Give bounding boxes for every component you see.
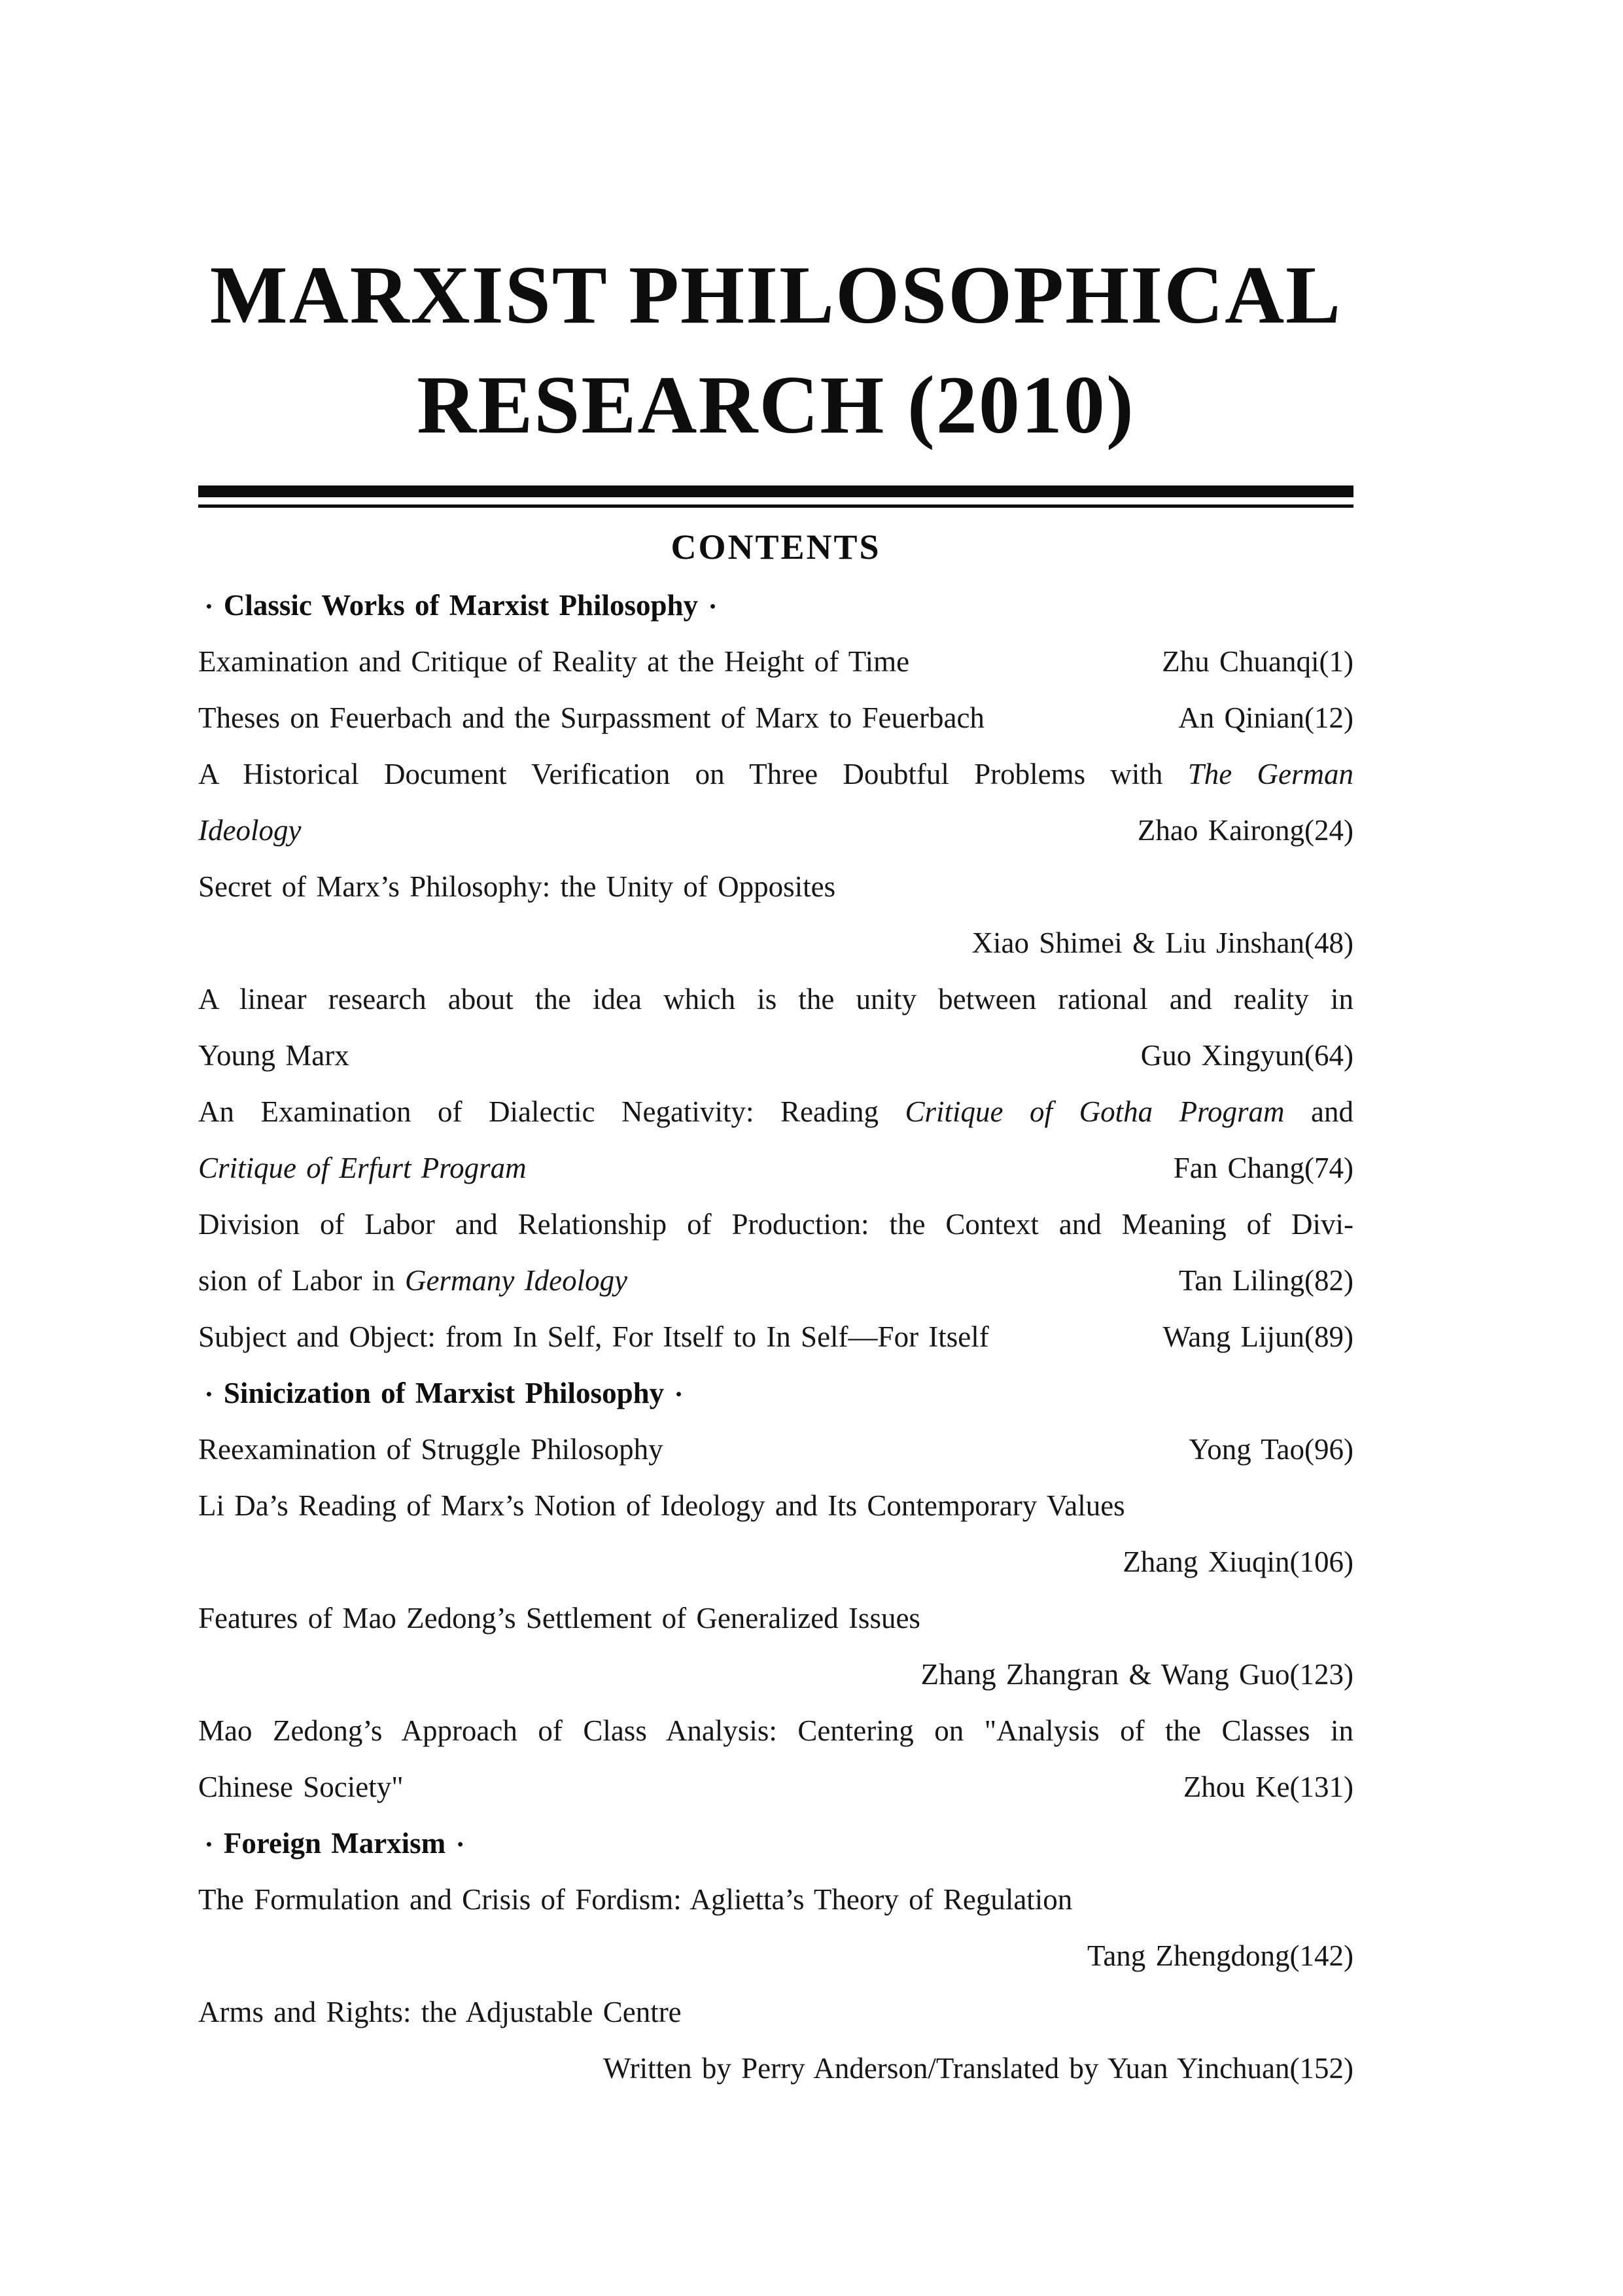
bullet-icon: • <box>206 598 212 616</box>
section-header <box>198 1815 1353 1871</box>
bullet-icon: • <box>457 1836 464 1854</box>
title-divider-thin-rule <box>198 504 1353 508</box>
toc-entry-line <box>198 1421 1353 1477</box>
entry-title-segment: Examination and Critique of Reality at the Height of Time <box>198 645 910 678</box>
toc-author-line <box>198 2040 1353 2096</box>
toc-author-line <box>198 915 1353 971</box>
bullet-icon: • <box>710 598 716 616</box>
entry-title-segment: Reexamination of Struggle Philosophy <box>198 1433 663 1466</box>
entry-title <box>198 1208 1353 1241</box>
entry-title-segment: Mao Zedong’s Approach of Class Analysis: Centering on "Analysis of the Classes in <box>198 1714 1353 1747</box>
toc-entry-line <box>198 746 1353 802</box>
toc-entry-line <box>198 1759 1353 1815</box>
toc-entry-line <box>198 1140 1353 1196</box>
author-page: Written by Perry Anderson/Translated by Yuan Yinchuan(152) <box>602 2052 1353 2085</box>
entry-title-segment: Theses on Feuerbach and the Surpassment of Marx to Feuerbach <box>198 701 985 734</box>
title-divider-thick-rule <box>198 486 1353 497</box>
toc-author-line <box>198 1928 1353 1984</box>
section-header-label: Foreign Marxism <box>223 1827 446 1860</box>
book-title-line2: RESEARCH (2010) <box>417 360 1135 451</box>
entry-title <box>198 1309 989 1365</box>
author-page: Wang Lijun(89) <box>1162 1320 1353 1353</box>
toc-entry-line <box>198 1309 1353 1365</box>
author-page: Guo Xingyun(64) <box>1140 1039 1353 1072</box>
entry-title-segment: sion of Labor in <box>198 1264 405 1297</box>
entry-title-segment: An Examination of Dialectic Negativity: Reading <box>198 1095 905 1128</box>
entry-title-segment: Subject and Object: from In Self, For Itself to In Self—For Itself <box>198 1320 989 1353</box>
entry-title <box>198 633 909 690</box>
section-header-label: Classic Works of Marxist Philosophy <box>223 589 699 622</box>
entry-title <box>198 1252 627 1309</box>
book-title-line1: MARXIST PHILOSOPHICAL <box>209 250 1342 341</box>
entry-title-segment: and <box>1284 1095 1353 1128</box>
author-page: Zhu Chuanqi(1) <box>1162 645 1353 678</box>
section-header <box>198 1365 1353 1421</box>
page-content <box>198 241 1353 2096</box>
entry-title <box>198 1759 404 1815</box>
toc-entry-line <box>198 971 1353 1027</box>
author-page: Xiao Shimei & Liu Jinshan(48) <box>971 927 1353 959</box>
author-page: Tan Liling(82) <box>1178 1264 1353 1297</box>
entry-title <box>198 1714 1353 1747</box>
toc-entry-line <box>198 1252 1353 1309</box>
author-page: Tang Zhengdong(142) <box>1087 1939 1353 1972</box>
toc-entry-line <box>198 1871 1353 1928</box>
entry-title <box>198 1140 527 1196</box>
toc-author-line <box>198 1534 1353 1590</box>
book-title <box>198 241 1353 461</box>
entry-title-italic-segment: Germany Ideology <box>404 1264 628 1297</box>
entry-title <box>198 870 835 903</box>
author-page: Zhang Xiuqin(106) <box>1123 1545 1353 1578</box>
bullet-icon: • <box>676 1386 682 1404</box>
author-page: Yong Tao(96) <box>1189 1433 1353 1466</box>
title-divider <box>198 486 1353 508</box>
section-header <box>198 577 1353 633</box>
toc-entry-line <box>198 1590 1353 1646</box>
entry-title-segment: The Formulation and Crisis of Fordism: Aglietta’s Theory of Regulation <box>198 1883 1073 1916</box>
entry-title-italic-segment: Critique of Gotha Program <box>905 1095 1285 1128</box>
entry-title <box>198 1602 920 1634</box>
toc-entry-line <box>198 1984 1353 2040</box>
entry-title-segment: Arms and Rights: the Adjustable Centre <box>198 1996 682 2028</box>
contents-heading: CONTENTS <box>671 527 881 567</box>
entry-title-segment: Division of Labor and Relationship of Production: the Context and Meaning of Divi- <box>198 1208 1353 1241</box>
entry-title-segment: A Historical Document Verification on Three Doubtful Problems with <box>198 758 1188 790</box>
entry-title-italic-segment: Ideology <box>198 814 302 847</box>
entry-title-segment: Features of Mao Zedong’s Settlement of Generalized Issues <box>198 1602 920 1634</box>
entry-title <box>198 758 1353 790</box>
author-page: Zhou Ke(131) <box>1183 1771 1353 1803</box>
entry-title <box>198 1883 1072 1916</box>
entry-title <box>198 1027 349 1084</box>
toc-entry-line <box>198 858 1353 915</box>
entry-title-italic-segment: The German <box>1187 758 1353 790</box>
bullet-icon: • <box>206 1836 212 1854</box>
entry-title-segment: Secret of Marx’s Philosophy: the Unity of Opposites <box>198 870 836 903</box>
author-page: An Qinian(12) <box>1178 701 1353 734</box>
entry-title-segment: Li Da’s Reading of Marx’s Notion of Ideology and Its Contemporary Values <box>198 1489 1125 1522</box>
entry-title-segment: A linear research about the idea which is the unity between rational and reality in <box>198 983 1353 1016</box>
entry-title <box>198 1996 682 2028</box>
toc-entry-line <box>198 1084 1353 1140</box>
entry-title <box>198 690 985 746</box>
toc-entry-line <box>198 633 1353 690</box>
toc-entry-line <box>198 1196 1353 1252</box>
toc-author-line <box>198 1646 1353 1703</box>
bullet-icon: • <box>206 1386 212 1404</box>
entry-title <box>198 802 301 858</box>
toc-entry-line <box>198 1703 1353 1759</box>
section-header-label: Sinicization of Marxist Philosophy <box>223 1377 665 1409</box>
toc-entry-line <box>198 1477 1353 1534</box>
toc-entry-line <box>198 690 1353 746</box>
table-of-contents <box>198 577 1353 2096</box>
entry-title <box>198 983 1353 1016</box>
toc-entry-line <box>198 1027 1353 1084</box>
author-page: Zhang Zhangran & Wang Guo(123) <box>920 1658 1353 1691</box>
entry-title-segment: Chinese Society" <box>198 1771 404 1803</box>
entry-title <box>198 1095 1353 1128</box>
entry-title <box>198 1489 1125 1522</box>
toc-entry-line <box>198 802 1353 858</box>
entry-title-segment: Young Marx <box>198 1039 349 1072</box>
author-page: Fan Chang(74) <box>1173 1152 1353 1184</box>
entry-title-italic-segment: Critique of Erfurt Program <box>198 1152 527 1184</box>
author-page: Zhao Kairong(24) <box>1137 814 1353 847</box>
entry-title <box>198 1421 663 1477</box>
